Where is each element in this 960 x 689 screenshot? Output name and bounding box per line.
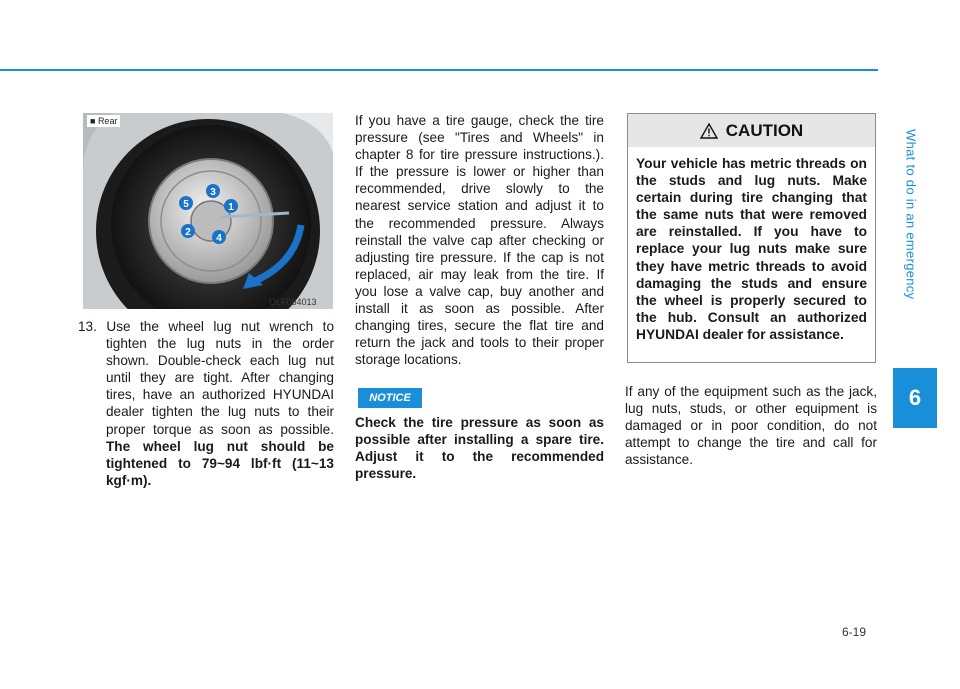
caution-title: CAUTION: [725, 120, 804, 140]
figure-code: OLF064013: [269, 297, 317, 307]
equipment-paragraph: If any of the equipment such as the jack, lug nuts, studs, or other equipment is damaged or in poor condition, do not attempt to change the tire and call for assistance.: [625, 384, 877, 468]
lug-markers: [83, 113, 333, 309]
column-2: [355, 112, 604, 368]
step-text: Use the wheel lug nut wrench to tighten the lug nuts in the order shown. Double-check each lug nut until they are tight. After changing tires, have an authorized HYUNDAI dealer tighten the lug nuts to their proper torque as soon as possible.: [106, 319, 335, 437]
chapter-title: What to do in an emergency: [903, 128, 919, 300]
torque-spec: The wheel lug nut should be tightened to 79~94 lbf·ft (11~13 kgf·m).: [106, 438, 334, 488]
lug-label-5: 5: [183, 199, 189, 210]
caution-box: [627, 113, 876, 363]
lug-label-2: 2: [185, 227, 191, 238]
notice-badge: NOTICE: [358, 388, 422, 408]
warning-triangle-icon: [700, 123, 718, 139]
tire-pressure-paragraph: If you have a tire gauge, check the tire pressure (see "Tires and Wheels" in chapter 8 for tire pressure instructions.). If the pressure is lower or higher than recommended, drive slowly to the nearest service station and adjust it to the recommended pressure. Always reinstall the valve cap after checking or adjusting tire pressure. If the cap is not replaced, air may leak from the tire. If you lose a valve cap, buy another and install it as soon as possible. After changing tires, secure the flat tire and return the jack and tools to their proper storage locations.: [355, 113, 604, 368]
step-13: [78, 318, 334, 489]
figure-tag: ■ Rear: [87, 115, 120, 127]
figure-tag-label: Rear: [97, 116, 118, 126]
wheel-illustration: [83, 113, 333, 309]
header-rule: [0, 69, 878, 71]
lug-label-1: 1: [228, 202, 234, 213]
caution-header: [628, 114, 875, 147]
column-1: [78, 318, 334, 489]
caution-text: Your vehicle has metric threads on the studs and lug nuts. Make certain during tire changing that the same nuts that were removed are reinstalled. If you have to replace your lug nuts make sure they have metric threads to avoid damaging the studs and ensure the wheel is properly secured to the hub. Consult an authorized HYUNDAI dealer for assistance.: [636, 156, 867, 342]
lug-label-3: 3: [210, 187, 216, 198]
lug-label-4: 4: [216, 233, 222, 244]
page-number: 6-19: [842, 625, 867, 639]
notice-text: Check the tire pressure as soon as possible after installing a spare tire. Adjust it to the recommended pressure.: [355, 415, 604, 482]
chapter-number: 6: [893, 368, 937, 428]
column-3: [625, 383, 877, 468]
step-number: 13.: [78, 319, 97, 334]
